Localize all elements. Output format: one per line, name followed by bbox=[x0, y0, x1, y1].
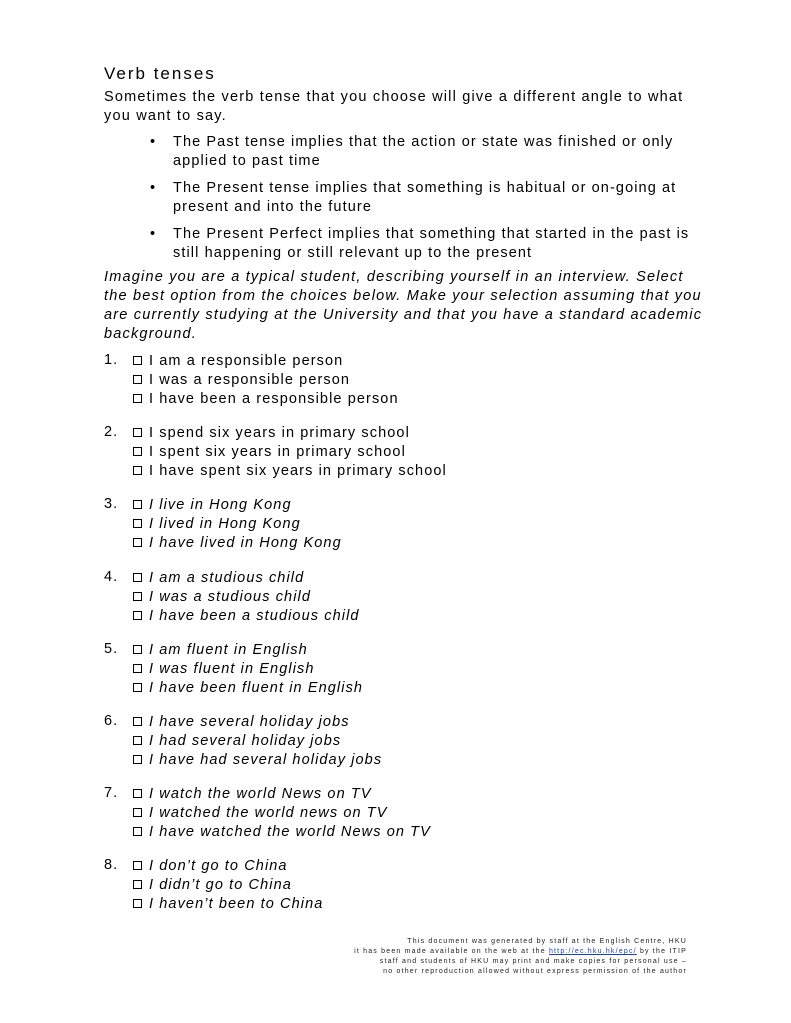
question-number: 6. bbox=[104, 713, 119, 729]
option-row[interactable] bbox=[133, 895, 323, 914]
option-row[interactable] bbox=[133, 804, 388, 823]
option-row[interactable] bbox=[133, 515, 301, 534]
option-label: I watched the world news on TV bbox=[149, 805, 388, 821]
bullet-text: The Present Perfect implies that something that started in the past is still happening or still relevant up to the present bbox=[173, 226, 690, 261]
bullet-icon: • bbox=[150, 134, 157, 150]
option-row[interactable] bbox=[133, 876, 292, 895]
option-row[interactable] bbox=[133, 607, 360, 626]
checkbox-icon[interactable] bbox=[133, 861, 142, 870]
checkbox-icon[interactable] bbox=[133, 827, 142, 836]
checkbox-icon[interactable] bbox=[133, 880, 142, 889]
checkbox-icon[interactable] bbox=[133, 356, 142, 365]
option-label: I was fluent in English bbox=[149, 661, 315, 677]
checkbox-icon[interactable] bbox=[133, 611, 142, 620]
option-row[interactable] bbox=[133, 443, 406, 462]
question-number: 1. bbox=[104, 352, 119, 368]
option-row[interactable] bbox=[133, 751, 382, 770]
checkbox-icon[interactable] bbox=[133, 592, 142, 601]
option-label: I have several holiday jobs bbox=[149, 714, 350, 730]
option-label: I haven’t been to China bbox=[149, 896, 324, 912]
checkbox-icon[interactable] bbox=[133, 519, 142, 528]
checkbox-icon[interactable] bbox=[133, 808, 142, 817]
option-label: I was a responsible person bbox=[149, 372, 351, 388]
checkbox-icon[interactable] bbox=[133, 736, 142, 745]
option-label: I am a responsible person bbox=[149, 353, 344, 369]
option-label: I have been a studious child bbox=[149, 608, 360, 624]
option-row[interactable] bbox=[133, 713, 350, 732]
bullet-icon: • bbox=[150, 180, 157, 196]
question-number: 2. bbox=[104, 424, 119, 440]
option-label: I was a studious child bbox=[149, 589, 312, 605]
checkbox-icon[interactable] bbox=[133, 375, 142, 384]
checkbox-icon[interactable] bbox=[133, 683, 142, 692]
option-label: I don’t go to China bbox=[149, 858, 288, 874]
option-label: I have been fluent in English bbox=[149, 680, 364, 696]
checkbox-icon[interactable] bbox=[133, 466, 142, 475]
bullet-icon: • bbox=[150, 226, 157, 242]
option-label: I spend six years in primary school bbox=[149, 425, 410, 441]
option-row[interactable] bbox=[133, 785, 372, 804]
question-number: 7. bbox=[104, 785, 119, 801]
footer-notice bbox=[267, 937, 687, 977]
intro-paragraph: Sometimes the verb tense that you choose will give a different angle to what you want to say. bbox=[104, 89, 684, 124]
option-label: I had several holiday jobs bbox=[149, 733, 342, 749]
checkbox-icon[interactable] bbox=[133, 573, 142, 582]
checkbox-icon[interactable] bbox=[133, 664, 142, 673]
bullet-item bbox=[150, 179, 690, 217]
option-label: I have watched the world News on TV bbox=[149, 824, 431, 840]
option-row[interactable] bbox=[133, 462, 447, 481]
checkbox-icon[interactable] bbox=[133, 538, 142, 547]
option-label: I spent six years in primary school bbox=[149, 444, 406, 460]
option-label: I have been a responsible person bbox=[149, 391, 399, 407]
checkbox-icon[interactable] bbox=[133, 755, 142, 764]
question-number: 8. bbox=[104, 857, 119, 873]
question-number: 4. bbox=[104, 569, 119, 585]
tense-bullet-list bbox=[150, 133, 690, 271]
option-label: I have spent six years in primary school bbox=[149, 463, 447, 479]
checkbox-icon[interactable] bbox=[133, 500, 142, 509]
option-label: I have lived in Hong Kong bbox=[149, 535, 342, 551]
checkbox-icon[interactable] bbox=[133, 428, 142, 437]
checkbox-icon[interactable] bbox=[133, 447, 142, 456]
footer-text: it has been made available on the web at the bbox=[354, 948, 549, 955]
checkbox-icon[interactable] bbox=[133, 645, 142, 654]
option-row[interactable] bbox=[133, 496, 292, 515]
checkbox-icon[interactable] bbox=[133, 394, 142, 403]
footer-line bbox=[267, 947, 687, 957]
option-row[interactable] bbox=[133, 679, 363, 698]
footer-line: This document was generated by staff at the English Centre, HKU bbox=[407, 938, 687, 945]
footer-link[interactable]: http://ec.hku.hk/epc/ bbox=[548, 948, 637, 955]
bullet-text: The Past tense implies that the action or state was finished or only applied to past time bbox=[173, 134, 674, 169]
bullet-item bbox=[150, 225, 690, 263]
footer-line: staff and students of HKU may print and make copies for personal use – bbox=[379, 958, 687, 965]
option-row[interactable] bbox=[133, 857, 288, 876]
option-label: I lived in Hong Kong bbox=[149, 516, 301, 532]
option-label: I am a studious child bbox=[149, 570, 305, 586]
option-label: I watch the world News on TV bbox=[149, 786, 372, 802]
option-row[interactable] bbox=[133, 534, 342, 553]
checkbox-icon[interactable] bbox=[133, 717, 142, 726]
option-row[interactable] bbox=[133, 588, 311, 607]
checkbox-icon[interactable] bbox=[133, 899, 142, 908]
footer-text: by the ITIP bbox=[636, 948, 687, 955]
question-number: 5. bbox=[104, 641, 119, 657]
checkbox-icon[interactable] bbox=[133, 789, 142, 798]
question-number: 3. bbox=[104, 496, 119, 512]
instructions: Imagine you are a typical student, describing yourself in an interview. Select the best option from the choices below. Make your selection assuming that you are currently studying at the University and that you have a standard academic background. bbox=[104, 269, 703, 342]
footer-line: no other reproduction allowed without express permission of the author bbox=[383, 968, 687, 975]
option-label: I didn’t go to China bbox=[149, 877, 292, 893]
option-row[interactable] bbox=[133, 641, 308, 660]
option-label: I have had several holiday jobs bbox=[149, 752, 383, 768]
option-row[interactable] bbox=[133, 660, 315, 679]
option-row[interactable] bbox=[133, 569, 304, 588]
option-row[interactable] bbox=[133, 732, 341, 751]
option-row[interactable] bbox=[133, 823, 431, 842]
option-row[interactable] bbox=[133, 424, 410, 443]
option-row[interactable] bbox=[133, 371, 350, 390]
page-title: Verb tenses bbox=[104, 64, 216, 83]
option-row[interactable] bbox=[133, 352, 343, 371]
bullet-text: The Present tense implies that something is habitual or on-going at present and into the future bbox=[173, 180, 677, 215]
option-label: I am fluent in English bbox=[149, 642, 308, 658]
bullet-item bbox=[150, 133, 690, 171]
option-label: I live in Hong Kong bbox=[149, 497, 292, 513]
option-row[interactable] bbox=[133, 390, 399, 409]
